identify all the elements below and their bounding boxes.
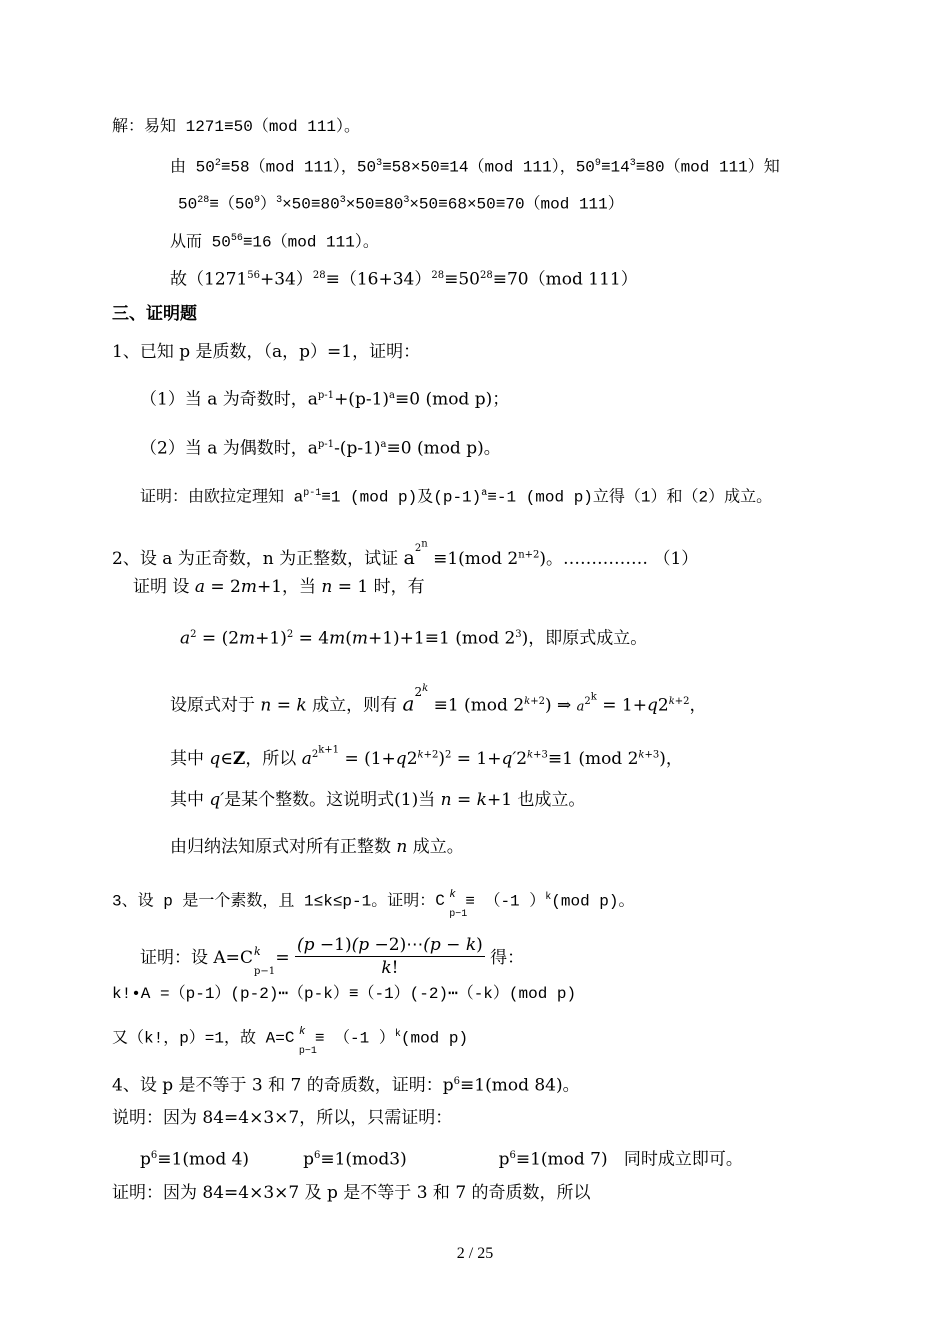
problem-1-part-1: （1）当 a 为奇数时，$a^{p-1}+(p-1)^a\equiv 0$ (mod p)； bbox=[140, 389, 510, 410]
problem-2-induction-hyp: 设原式对于 n = k 成立，则有 $a^{2^k} \equiv 1$ (mod $2^{k+2}$) ⇒ $a^{2^k} = 1+q2^{k+2}$， bbox=[170, 683, 707, 716]
problem-2-statement: 2、设 a 为正奇数，n 为正整数，试证 $a^{2^n} \equiv 1(mod$ $2^{n+2}$)。…………… （1） bbox=[112, 539, 699, 569]
solution-step-1: 由 $50^2\equiv 58(mod$ 111），$50^3\equiv 58\times 50\equiv 14(mod$ 111），$50^9\equiv 14^3\equiv 80(mod$ 111）知 bbox=[170, 158, 780, 177]
problem-2-induction-step: 其中 q∈Z，所以 $a^{2^{k+1}} = (1+q2^{k+2})^2 = 1+q'2^{k+3}\equiv 1$ (mod $2^{k+3}$)， bbox=[170, 745, 683, 769]
problem-2-base-case: $a^2 = (2m+1)^2 = 4m(m+1)+1\equiv 1$ (mod $2^3$)，即原式成立。 bbox=[180, 628, 648, 649]
problem-3-conclusion: 又（k!，p）=1，故 A=C k p−1 ≡ （-1 ）$^k$(mod p) bbox=[112, 1026, 469, 1058]
section-heading: 三、证明题 bbox=[112, 304, 197, 324]
problem-3-proof-start: 证明：设 A=C k p−1 = $\frac{(p -1)(p -2)\cdots(p - k)}{k!}$ 得： bbox=[140, 935, 525, 978]
problem-4-note: 说明：因为 84=4×3×7，所以，只需证明： bbox=[112, 1108, 453, 1128]
solution-intro: 解：易知 1271≡50（mod 111）。 bbox=[112, 118, 361, 136]
problem-1-part-2: （2）当 a 为偶数时，$a^{p-1}-(p-1)^a\equiv 0$ (mod p)。 bbox=[140, 438, 501, 459]
solution-step-2: $50^{28}\equiv(50^9)^3\times 50\equiv 80^3\times 50\equiv 80^3\times 50\equiv 68\times 50\equiv 70(mod$ 111） bbox=[178, 195, 624, 214]
problem-4-conditions: $p^6\equiv 1(mod$ 4) $p^6\equiv 1(mod3)$ $p^6\equiv 1(mod$ 7) 同时成立即可。 bbox=[140, 1149, 743, 1170]
solution-step-3: 从而 $50^{56}\equiv 16(mod$ 111）。 bbox=[170, 233, 379, 252]
page-number: 2 / 25 bbox=[456, 1245, 494, 1262]
problem-1-proof: 证明：由欧拉定理知 $a^{p-1}\equiv 1$ (mod p)及$(p-1)^a\equiv-1$ (mod p)立得（1）和（2）成立。 bbox=[140, 488, 773, 507]
problem-3-derivation: k!•A =（p-1）(p-2)⋯（p-k）≡（-1）(-2)⋯（-k）(mod p) bbox=[112, 985, 577, 1003]
problem-2-final: 由归纳法知原式对所有正整数 n 成立。 bbox=[170, 837, 464, 857]
solution-conclusion: 故$(1271^{56}+34)^{28}\equiv(16+34)^{28}\equiv 50^{28}\equiv 70(mod$ 111） bbox=[170, 269, 638, 290]
problem-2-induction-conclusion: 其中 q′是某个整数。这说明式(1)当 n = k+1 也成立。 bbox=[170, 790, 586, 810]
problem-3-statement: 3、设 p 是一个素数，且 1≤k≤p-1。证明：C k p−1 ≡ （-1 ）$^k$(mod p)。 bbox=[112, 889, 635, 921]
problem-4-proof-start: 证明：因为 84=4×3×7 及 p 是不等于 3 和 7 的奇质数，所以 bbox=[112, 1183, 591, 1203]
problem-4-statement: 4、设 p 是不等于 3 和 7 的奇质数，证明：$p^6\equiv 1(mod$ 84)。 bbox=[112, 1075, 580, 1096]
problem-1-statement: 1、已知 p 是质数，（a，p）=1，证明： bbox=[112, 342, 421, 362]
problem-2-proof-start: 证明 设 a = 2m+1，当 n = 1 时，有 bbox=[133, 577, 425, 597]
